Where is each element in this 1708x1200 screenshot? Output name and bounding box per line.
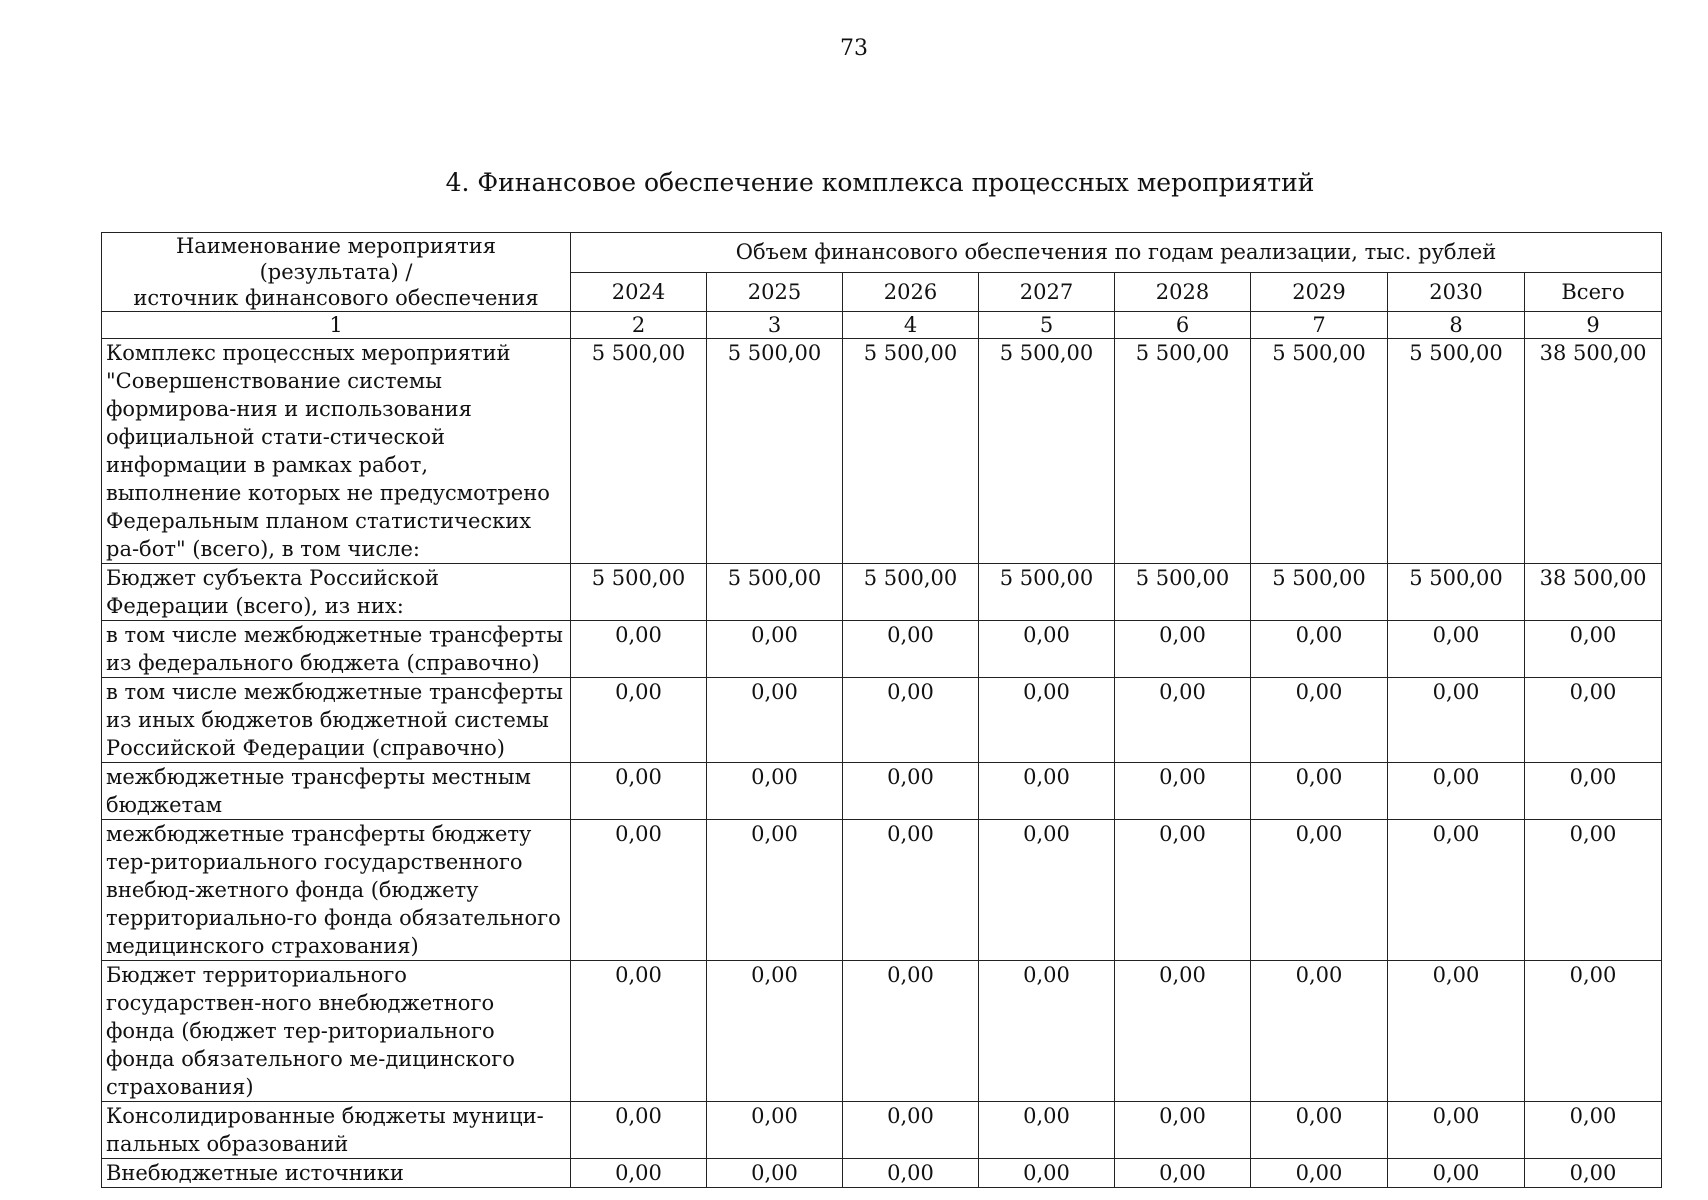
row-value-cell: 0,00 [571, 1159, 707, 1188]
table-row [102, 820, 1662, 961]
column-number: 6 [1115, 312, 1251, 339]
row-value-cell: 0,00 [979, 678, 1115, 763]
row-value-cell: 0,00 [1251, 763, 1388, 820]
row-value-cell: 0,00 [571, 763, 707, 820]
row-value-cell: 0,00 [1251, 621, 1388, 678]
row-value-cell: 5 500,00 [979, 564, 1115, 621]
row-value-cell: 0,00 [707, 678, 843, 763]
row-total-cell: 38 500,00 [1525, 339, 1662, 564]
row-value-cell: 0,00 [1115, 678, 1251, 763]
row-value-cell: 5 500,00 [571, 339, 707, 564]
table-row [102, 621, 1662, 678]
table-row [102, 961, 1662, 1102]
row-value-cell: 0,00 [1388, 820, 1525, 961]
row-value-cell: 5 500,00 [1388, 339, 1525, 564]
row-value-cell: 0,00 [979, 1102, 1115, 1159]
header-name-cell [102, 233, 571, 312]
year-header: 2030 [1388, 272, 1525, 312]
row-value-cell: 0,00 [1388, 678, 1525, 763]
row-value-cell: 5 500,00 [571, 564, 707, 621]
row-value-cell: 0,00 [1115, 1159, 1251, 1188]
row-total-cell: 0,00 [1525, 763, 1662, 820]
row-value-cell: 0,00 [843, 820, 979, 961]
row-value-cell: 0,00 [707, 621, 843, 678]
table-row [102, 1159, 1662, 1188]
row-value-cell: 0,00 [979, 763, 1115, 820]
column-number: 9 [1525, 312, 1662, 339]
row-value-cell: 0,00 [1115, 1102, 1251, 1159]
row-name-cell: в том числе межбюджетные трансферты из иных бюджетов бюджетной системы Российской Федерации (справочно) [102, 678, 571, 763]
year-header: 2029 [1251, 272, 1388, 312]
row-value-cell: 0,00 [979, 820, 1115, 961]
financial-table [101, 232, 1662, 1188]
row-value-cell: 0,00 [707, 1102, 843, 1159]
row-value-cell: 5 500,00 [843, 564, 979, 621]
row-value-cell: 0,00 [1251, 678, 1388, 763]
row-value-cell: 0,00 [979, 621, 1115, 678]
row-name-cell: Бюджет территориального государствен-ного внебюджетного фонда (бюджет тер-риториального фонда обязательного ме-дицинского страхования) [102, 961, 571, 1102]
header-name-line2: источник финансового обеспечения [133, 286, 539, 310]
table-row [102, 763, 1662, 820]
row-name-cell: межбюджетные трансферты бюджету тер-риториального государственного внебюд-жетного фонда (бюджету территориально-го фонда обязательного медицинского страхования) [102, 820, 571, 961]
row-value-cell: 0,00 [843, 1159, 979, 1188]
row-value-cell: 0,00 [843, 1102, 979, 1159]
row-value-cell: 5 500,00 [1251, 339, 1388, 564]
row-value-cell: 5 500,00 [707, 564, 843, 621]
row-value-cell: 0,00 [843, 621, 979, 678]
row-value-cell: 0,00 [571, 820, 707, 961]
year-header: 2025 [707, 272, 843, 312]
row-name-cell: Бюджет субъекта Российской Федерации (всего), из них: [102, 564, 571, 621]
row-value-cell: 0,00 [571, 621, 707, 678]
row-value-cell: 0,00 [1251, 1159, 1388, 1188]
column-number: 1 [102, 312, 571, 339]
document-title: 4. Финансовое обеспечение комплекса процессных мероприятий [445, 168, 1315, 197]
row-value-cell: 0,00 [1115, 961, 1251, 1102]
row-value-cell: 0,00 [707, 763, 843, 820]
row-value-cell: 5 500,00 [843, 339, 979, 564]
row-value-cell: 5 500,00 [1388, 564, 1525, 621]
row-total-cell: 38 500,00 [1525, 564, 1662, 621]
row-value-cell: 0,00 [707, 961, 843, 1102]
row-value-cell: 0,00 [1115, 621, 1251, 678]
row-value-cell: 0,00 [1251, 1102, 1388, 1159]
row-value-cell: 0,00 [1388, 1159, 1525, 1188]
row-value-cell: 0,00 [843, 763, 979, 820]
header-name-line1: Наименование мероприятия (результата) / [175, 234, 497, 284]
row-total-cell: 0,00 [1525, 1159, 1662, 1188]
year-header: 2027 [979, 272, 1115, 312]
year-header: 2024 [571, 272, 707, 312]
column-number: 7 [1251, 312, 1388, 339]
row-name-cell: Комплекс процессных мероприятий "Совершенствование системы формирова-ния и использования официальной стати-стической информации в рамках работ, выполнение которых не предусмотрено Федеральным планом статистических ра-бот" (всего), в том числе: [102, 339, 571, 564]
row-total-cell: 0,00 [1525, 678, 1662, 763]
column-number: 3 [707, 312, 843, 339]
row-value-cell: 0,00 [571, 961, 707, 1102]
row-value-cell: 5 500,00 [707, 339, 843, 564]
row-value-cell: 0,00 [707, 820, 843, 961]
row-value-cell: 0,00 [571, 1102, 707, 1159]
row-value-cell: 0,00 [979, 961, 1115, 1102]
row-total-cell: 0,00 [1525, 961, 1662, 1102]
table-row [102, 564, 1662, 621]
row-value-cell: 0,00 [843, 678, 979, 763]
row-value-cell: 5 500,00 [979, 339, 1115, 564]
row-name-cell: межбюджетные трансферты местным бюджетам [102, 763, 571, 820]
row-name-cell: Внебюджетные источники [102, 1159, 571, 1188]
row-value-cell: 0,00 [1388, 961, 1525, 1102]
row-total-cell: 0,00 [1525, 820, 1662, 961]
row-value-cell: 0,00 [1115, 763, 1251, 820]
column-number: 8 [1388, 312, 1525, 339]
row-name-cell: Консолидированные бюджеты муници-пальных образований [102, 1102, 571, 1159]
row-value-cell: 5 500,00 [1115, 339, 1251, 564]
row-value-cell: 0,00 [1251, 820, 1388, 961]
column-numbers-row [102, 312, 1662, 339]
column-number: 2 [571, 312, 707, 339]
row-value-cell: 0,00 [1115, 820, 1251, 961]
row-value-cell: 0,00 [571, 678, 707, 763]
column-number: 5 [979, 312, 1115, 339]
row-value-cell: 0,00 [1388, 1102, 1525, 1159]
column-number: 4 [843, 312, 979, 339]
table-row [102, 678, 1662, 763]
row-total-cell: 0,00 [1525, 621, 1662, 678]
row-value-cell: 5 500,00 [1251, 564, 1388, 621]
year-header: 2026 [843, 272, 979, 312]
row-total-cell: 0,00 [1525, 1102, 1662, 1159]
page-number: 73 [840, 36, 868, 61]
table-row [102, 1102, 1662, 1159]
row-value-cell: 0,00 [843, 961, 979, 1102]
header-row-1 [102, 233, 1662, 273]
row-value-cell: 5 500,00 [1115, 564, 1251, 621]
row-value-cell: 0,00 [979, 1159, 1115, 1188]
row-value-cell: 0,00 [1388, 621, 1525, 678]
table-row [102, 339, 1662, 564]
year-header: 2028 [1115, 272, 1251, 312]
header-volume: Объем финансового обеспечения по годам реализации, тыс. рублей [571, 233, 1662, 273]
row-value-cell: 0,00 [1388, 763, 1525, 820]
row-name-cell: в том числе межбюджетные трансферты из федерального бюджета (справочно) [102, 621, 571, 678]
total-header: Всего [1525, 272, 1662, 312]
row-value-cell: 0,00 [1251, 961, 1388, 1102]
row-value-cell: 0,00 [707, 1159, 843, 1188]
